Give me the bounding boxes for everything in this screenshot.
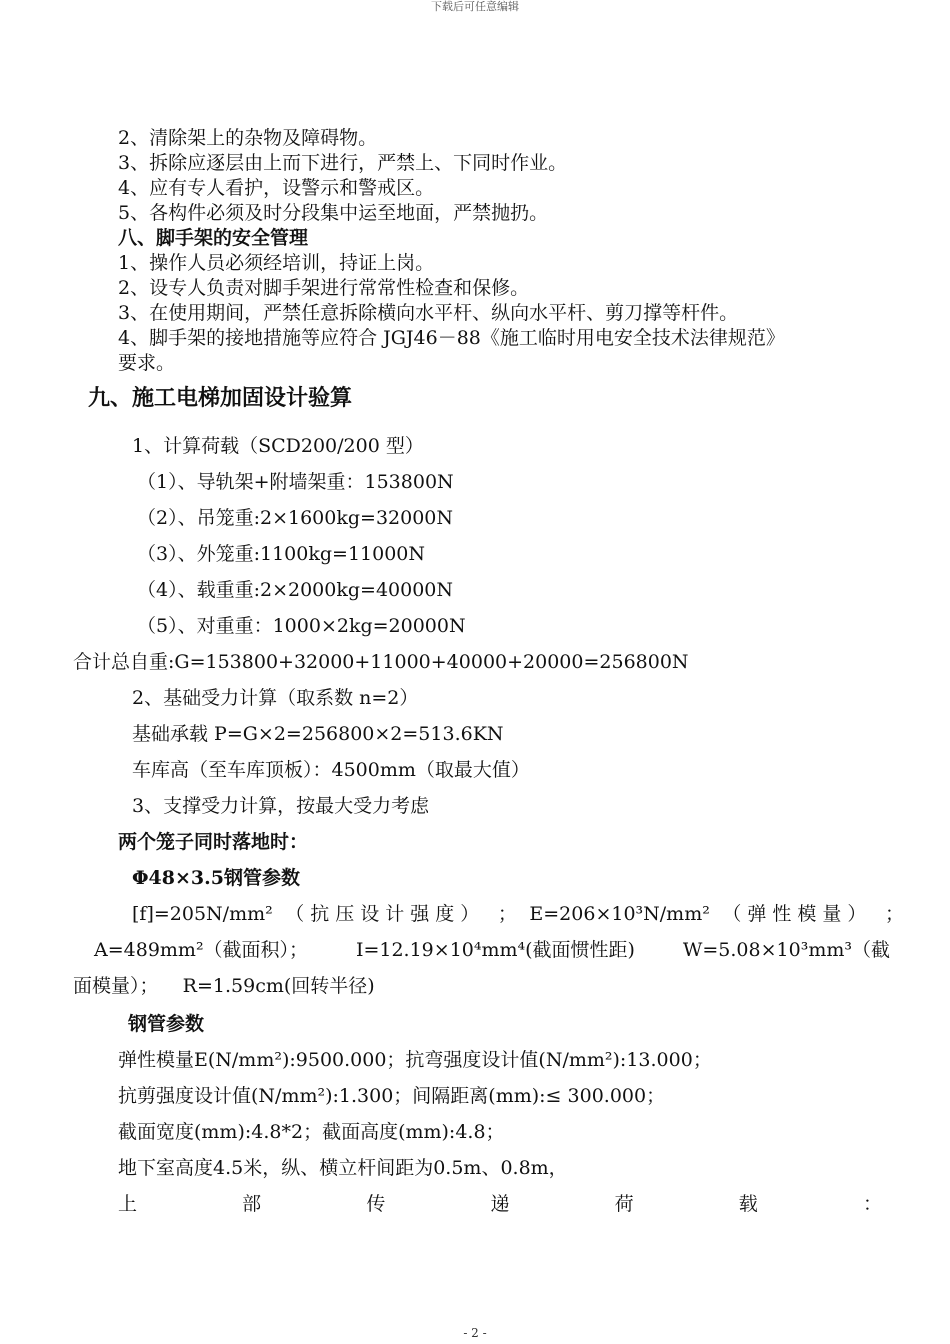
- upper-load-line: [118, 1192, 882, 1216]
- separator: ；: [497, 903, 517, 925]
- load-item: （5）、对重重：1000×2kg=20000N: [137, 615, 466, 637]
- support-title: 3、支撑受力计算，按最大受力考虑: [132, 795, 430, 817]
- section8-item: 2、设专人负责对脚手架进行常常性检查和保修。: [118, 277, 530, 299]
- dismantle-item: 2、清除架上的杂物及障碍物。: [118, 127, 378, 149]
- pipe-strength-label: （抗压设计强度）: [285, 903, 486, 925]
- section8-item: 要求。: [118, 352, 176, 374]
- pipe-inertia: I=12.19×10⁴mm⁴(截面惯性距): [355, 939, 635, 961]
- pipe-section-modulus: W=5.08×10³mm³（截: [682, 939, 890, 961]
- steel-param: 地下室高度4.5米，纵、横立杆间距为0.5m、0.8m，: [118, 1157, 568, 1179]
- dismantle-item: 5、各构件必须及时分段集中运至地面，严禁抛扔。: [118, 202, 549, 224]
- pipe-params-line3: 面模量）； R=1.59cm(回转半径): [73, 975, 375, 997]
- upper-load-char: 荷: [614, 1193, 634, 1215]
- upper-load-char: 递: [490, 1193, 510, 1215]
- upper-load-char: 部: [242, 1193, 262, 1215]
- upper-load-char: ：: [862, 1193, 882, 1215]
- garage-height: 车库高（至车库顶板）：4500mm（取最大值）: [132, 759, 530, 781]
- load-item: （2）、吊笼重:2×1600kg=32000N: [137, 507, 454, 529]
- section8-item: 4、脚手架的接地措施等应符合 JGJ46－88《施工临时用电安全技术法律规范》: [118, 327, 785, 349]
- upper-load-char: 载: [738, 1193, 758, 1215]
- section8-title: 八、脚手架的安全管理: [118, 227, 309, 249]
- steel-param: 弹性模量E(N/mm²):9500.000；抗弯强度设计值(N/mm²):13.000；: [118, 1049, 712, 1071]
- pipe-params-line1: [132, 902, 904, 926]
- load-item: （3）、外笼重:1100kg=11000N: [137, 543, 426, 565]
- page-footer: - 2 -: [463, 1326, 487, 1340]
- steel-param: 截面宽度(mm):4.8*2；截面高度(mm):4.8；: [118, 1121, 505, 1143]
- page-header: 下载后可任意编辑: [431, 0, 519, 13]
- pipe-params-line2: [94, 938, 890, 962]
- two-cages-heading: 两个笼子同时落地时：: [118, 831, 309, 853]
- steel-params-title: 钢管参数: [128, 1013, 205, 1035]
- pipe-strength: [f]=205N/mm²: [132, 903, 273, 925]
- foundation-title: 2、基础受力计算（取系数 n=2）: [132, 687, 419, 709]
- dismantle-item: 4、应有专人看护，设警示和警戒区。: [118, 177, 435, 199]
- pipe-area: A=489mm²（截面积）；: [94, 939, 309, 961]
- upper-load-char: 上: [118, 1193, 138, 1215]
- section8-item: 3、在使用期间，严禁任意拆除横向水平杆、纵向水平杆、剪刀撑等杆件。: [118, 302, 739, 324]
- section8-item: 1、操作人员必须经培训，持证上岗。: [118, 252, 435, 274]
- pipe-modulus: E=206×10³N/mm²: [529, 903, 710, 925]
- load-item: （4）、载重重:2×2000kg=40000N: [137, 579, 454, 601]
- pipe-params-title: Φ48×3.5钢管参数: [132, 867, 300, 889]
- calc-load-title: 1、计算荷载（SCD200/200 型）: [132, 435, 424, 457]
- foundation-load: 基础承载 P=G×2=256800×2=513.6KN: [132, 723, 504, 745]
- upper-load-char: 传: [366, 1193, 386, 1215]
- dismantle-item: 3、拆除应逐层由上而下进行，严禁上、下同时作业。: [118, 152, 568, 174]
- load-item: （1）、导轨架+附墙架重：153800N: [137, 471, 454, 493]
- pipe-modulus-label: （弹性模量）: [722, 903, 873, 925]
- separator: ；: [884, 903, 904, 925]
- steel-param: 抗剪强度设计值(N/mm²):1.300；间隔距离(mm):≤ 300.000；: [118, 1085, 666, 1107]
- section9-title: 九、施工电梯加固设计验算: [88, 385, 353, 411]
- total-weight: 合计总自重:G=153800+32000+11000+40000+20000=256800N: [73, 651, 689, 673]
